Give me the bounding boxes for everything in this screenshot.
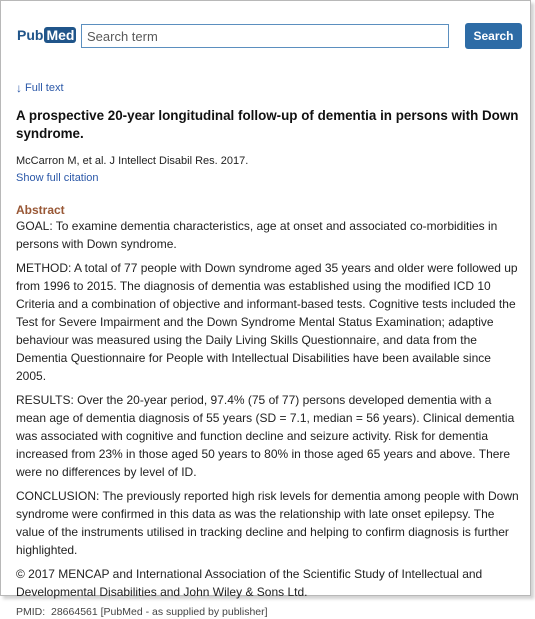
logo-med-text: Med [46,27,75,43]
abstract-goal: GOAL: To examine dementia characteristics, age at onset and associated co-morbidities in persons with Down syndrome. [16,219,498,251]
search-button[interactable]: Search [465,23,522,49]
full-text-link[interactable] [16,81,64,95]
article-title: A prospective 20-year longitudinal follow-up of dementia in persons with Down syndrome. [16,108,519,141]
citation: McCarron M, et al. J Intellect Disabil Res. 2017. [16,155,249,167]
abstract-results: RESULTS: Over the 20-year period, 97.4% (75 of 77) persons developed dementia with a mean age of dementia diagnosis of 55 years (SD = 7.1, median = 56 years). Clinical dementia was associated with cognitive and function decline and seizure activity. Risk for dementia increased from 23% in those aged 50 years to 80% in those aged 65 years and above. There were no differences by level of ID. [16,393,515,479]
pubmed-logo[interactable] [17,27,76,43]
copyright-notice: © 2017 MENCAP and International Association of the Scientific Study of Intellectual and Developmental Disabilities and John Wiley & Sons Ltd. [16,567,483,599]
abstract-heading: Abstract [16,203,65,217]
logo-pub-text: Pub [17,27,44,43]
show-full-citation-link[interactable]: Show full citation [16,172,99,184]
pmid-line: PMID: 28664561 [PubMed - as supplied by publisher] [16,606,268,618]
article-content [16,79,522,619]
full-text-label: Full text [25,82,64,94]
abstract-method: METHOD: A total of 77 people with Down syndrome aged 35 years and older were followed up from 1996 to 2015. The diagnosis of dementia was established using the modified ICD 10 Criteria and a combination of objective and informant-based tests. Cognitive tests included the Test for Severe Impairment and the Down Syndrome Mental Status Examination; adaptive behaviour was measured using the Daily Living Skills Questionnaire, and data from the Dementia Questionnaire for People with Intellectual Disabilities have been available since 2005. [16,261,518,383]
down-arrow-icon: ↓ [16,81,22,95]
search-input[interactable] [81,24,449,48]
abstract-conclusion: CONCLUSION: The previously reported high risk levels for dementia among people with Down syndrome were confirmed in this data as was the relationship with late onset epilepsy. The value of the instruments utilised in tracking decline and helping to confirm diagnosis is further highlighted. [16,489,519,557]
